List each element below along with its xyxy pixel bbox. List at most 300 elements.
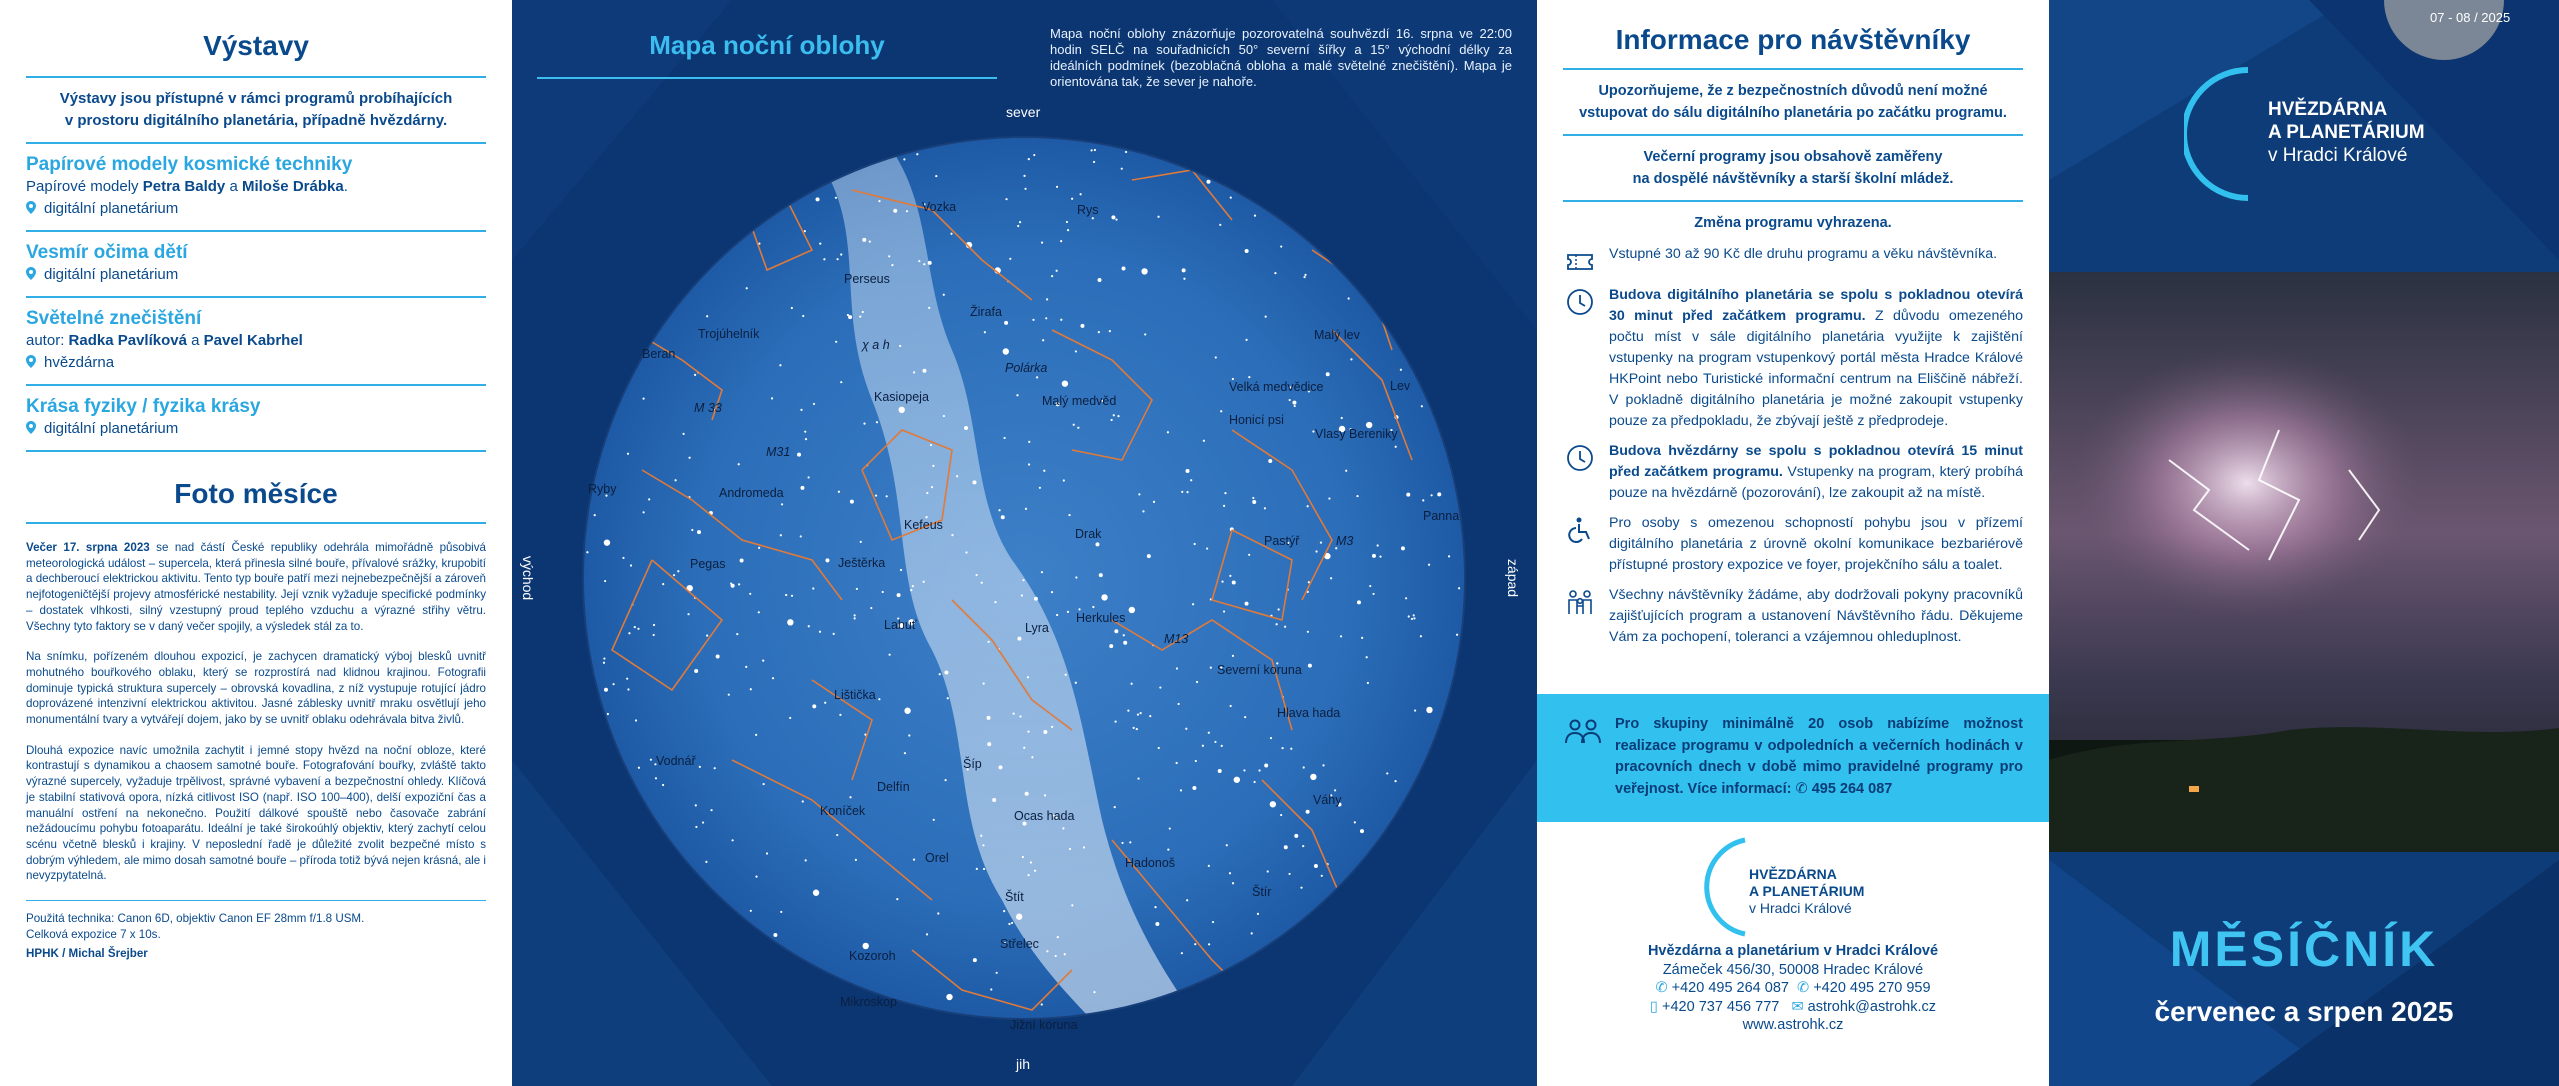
- star: [1401, 546, 1405, 550]
- star: [763, 783, 765, 785]
- star: [976, 868, 978, 870]
- star: [813, 403, 815, 405]
- star: [1206, 547, 1208, 549]
- photo-paragraph: Večer 17. srpna 2023 se nad částí České republiky odehrála mimořádně působivá meteorologická událost – supercela, která přinesla silné bouře, přívalové srážky, krupobití a dechberoucí elektrickou aktivitu. Tento typ bouře patří mezi nejnebezpečnější a zároveň nejfotogeničtější projevy atmosférické nestability. Její vznik vyžaduje specifické podmínky – dostatek vlhkosti, silný vzestupný proud teplého vzduchu a výrazné střihy větru. Všechny tyto faktory se v daný večer spojily, a výsledek stál za to.: [26, 541, 486, 633]
- star: [1028, 441, 1030, 443]
- star: [964, 426, 968, 430]
- star: [1341, 417, 1343, 419]
- star: [635, 719, 637, 721]
- star: [1186, 899, 1188, 901]
- star: [697, 530, 701, 534]
- info-title: Informace pro návštěvníky: [1615, 24, 1971, 55]
- star: [1016, 394, 1018, 396]
- phone-line: ✆ +420 495 264 087 ✆ +420 495 270 959: [1655, 980, 1931, 996]
- star: [1290, 748, 1292, 750]
- star: [928, 307, 930, 309]
- star: [943, 294, 945, 296]
- star: [1154, 906, 1156, 908]
- star: [627, 688, 629, 690]
- cover-subtitle: červenec a srpen 2025: [2154, 996, 2454, 1027]
- star: [825, 558, 829, 562]
- star: [1220, 410, 1222, 412]
- constellation-label: Hlava hada: [1277, 706, 1341, 720]
- star: [1230, 705, 1232, 707]
- star: [1252, 497, 1254, 499]
- divider: [26, 384, 486, 386]
- star: [1265, 316, 1267, 318]
- star: [1428, 564, 1430, 566]
- star: [1123, 641, 1127, 645]
- star: [1013, 713, 1015, 715]
- star: [1060, 319, 1062, 321]
- star: [918, 260, 920, 262]
- constellation-label: Delfín: [877, 780, 910, 794]
- star: [1224, 492, 1226, 494]
- star: [882, 591, 884, 593]
- star: [706, 315, 708, 317]
- star: [819, 243, 821, 245]
- star: [1186, 469, 1190, 473]
- star: [691, 529, 693, 531]
- star: [912, 585, 914, 587]
- star: [1232, 655, 1234, 657]
- star: [1340, 635, 1342, 637]
- constellation-label: Mikroskop: [840, 995, 897, 1009]
- star: [1315, 550, 1317, 552]
- star: [1280, 245, 1282, 247]
- star: [983, 682, 985, 684]
- constellation-label: Herkules: [1076, 611, 1126, 625]
- star: [944, 670, 948, 674]
- star: [1137, 777, 1139, 779]
- constellation-label: Koníček: [820, 804, 866, 818]
- star: [1041, 571, 1043, 573]
- star: [1083, 846, 1085, 848]
- star: [1208, 732, 1210, 734]
- star: [1223, 610, 1225, 612]
- star: [604, 580, 606, 582]
- star: [695, 804, 697, 806]
- star: [1194, 543, 1196, 545]
- photo-of-month-title: Foto měsíce: [174, 478, 338, 509]
- star: [1153, 501, 1155, 503]
- star: [805, 438, 807, 440]
- star: [1229, 872, 1231, 874]
- star: [1073, 424, 1075, 426]
- location-pin-icon: [26, 265, 36, 278]
- divider: [26, 142, 486, 144]
- constellation-label: Vozka: [922, 200, 957, 214]
- star: [1366, 656, 1368, 658]
- star: [1252, 500, 1256, 504]
- star: [1111, 215, 1115, 219]
- star: [855, 859, 857, 861]
- star: [838, 491, 840, 493]
- star: [1019, 715, 1021, 717]
- star: [1027, 731, 1029, 733]
- star: [835, 197, 837, 199]
- star: [973, 958, 977, 962]
- star: [804, 431, 806, 433]
- star: [893, 209, 897, 213]
- star: [891, 264, 893, 266]
- star: [854, 617, 856, 619]
- divider: [26, 230, 486, 232]
- star: [1192, 786, 1196, 790]
- star: [1111, 419, 1113, 421]
- star: [695, 826, 697, 828]
- star: [1321, 875, 1323, 877]
- star: [1141, 268, 1147, 274]
- star: [1270, 737, 1272, 739]
- star: [802, 315, 804, 317]
- star: [1075, 576, 1077, 578]
- email-icon: ✉: [1791, 998, 1804, 1015]
- star: [1113, 414, 1115, 416]
- star: [812, 587, 814, 589]
- star: [862, 311, 864, 313]
- star: [1248, 376, 1250, 378]
- star: [913, 859, 915, 861]
- star: [1322, 764, 1324, 766]
- star: [1372, 593, 1374, 595]
- star: [983, 868, 985, 870]
- constellation-label: Lištička: [834, 688, 876, 702]
- star: [1276, 623, 1278, 625]
- star: [1289, 399, 1291, 401]
- star: [638, 767, 640, 769]
- star: [1422, 499, 1424, 501]
- star: [1334, 789, 1336, 791]
- star: [1302, 845, 1304, 847]
- star: [1430, 494, 1432, 496]
- star: [878, 200, 880, 202]
- star: [1046, 298, 1048, 300]
- star: [1257, 913, 1259, 915]
- star: [694, 669, 698, 673]
- star: [1356, 495, 1358, 497]
- visitor-info-panel: [1537, 0, 2049, 1086]
- star: [1069, 848, 1071, 850]
- star: [1159, 686, 1161, 688]
- star: [1400, 369, 1402, 371]
- constellation-label: Vlasy Bereniky: [1315, 427, 1398, 441]
- star: [1405, 597, 1407, 599]
- star: [1307, 631, 1309, 633]
- star: [996, 972, 998, 974]
- star: [710, 809, 712, 811]
- star: [800, 409, 802, 411]
- star: [1065, 674, 1067, 676]
- star: [933, 819, 935, 821]
- star: [728, 694, 730, 696]
- star: [1127, 709, 1129, 711]
- star: [965, 551, 967, 553]
- star: [674, 479, 676, 481]
- star: [1264, 764, 1268, 768]
- star: [1051, 726, 1053, 728]
- star: [1055, 955, 1057, 957]
- divider: [26, 450, 486, 452]
- star: [1251, 932, 1253, 934]
- star: [1125, 151, 1127, 153]
- star: [1001, 515, 1005, 519]
- star: [812, 704, 816, 708]
- star: [1308, 664, 1312, 668]
- star: [1005, 198, 1007, 200]
- logo-arc-icon: [1693, 832, 1753, 942]
- star: [1411, 618, 1413, 620]
- star: [1268, 459, 1272, 463]
- phone-icon: ✆: [1795, 780, 1808, 797]
- direction-south: jih: [1016, 1056, 1031, 1072]
- star: [1258, 769, 1260, 771]
- star: [1221, 745, 1223, 747]
- star: [1043, 730, 1047, 734]
- star: [1232, 581, 1236, 585]
- date-badge: 07 - 08 / 2025: [2430, 10, 2511, 25]
- star: [1090, 149, 1092, 151]
- star: [923, 263, 925, 265]
- phone-icon: ✆: [1797, 980, 1810, 996]
- star: [1121, 168, 1123, 170]
- star: [946, 994, 952, 1000]
- star: [896, 898, 898, 900]
- phone-icon: ✆: [1655, 980, 1668, 996]
- star: [791, 595, 793, 597]
- star: [1017, 225, 1019, 227]
- safety-notice: Upozorňujeme, že z bezpečnostních důvodů není možné vstupovat do sálu digitálního planetária po začátku programu.: [1579, 83, 2007, 121]
- star: [702, 821, 704, 823]
- direction-east: východ: [520, 555, 537, 601]
- star: [1194, 943, 1196, 945]
- star: [1413, 617, 1415, 619]
- exhibition-item: Papírové modely kosmické techniky Papírové modely Petra Baldy a Miloše Drábka. digitální planetárium: [26, 154, 353, 217]
- star: [1114, 806, 1116, 808]
- star: [677, 570, 679, 572]
- star: [802, 800, 804, 802]
- star: [1051, 591, 1053, 593]
- star: [839, 714, 841, 716]
- website-link[interactable]: www.astrohk.cz: [1742, 1017, 1844, 1033]
- star: [1093, 161, 1095, 163]
- star: [1181, 491, 1183, 493]
- star: [787, 619, 793, 625]
- star: [1142, 510, 1144, 512]
- star: [1183, 278, 1185, 280]
- photo-paragraph: Dlouhá expozice navíc umožnila zachytit i jemné stopy hvězd na noční obloze, které kontrastují s dynamikou a chaosem samotné bouře. Fotografování bouřky, zvláště takto výrazné supercely, vyžaduje trpělivost, správné vybavení a bezpečnostní ohledy. Klíčová je stabilní stativová opora, nízká citlivost ISO (např. ISO 100–400), delší expoziční čas a manuální ostření na nekonečno. Použití dálkové spouště nebo časovače zabrání nežádoucímu pohybu fotoaparátu. Ideální je také širokoúhlý objektiv, který zachytí celou scénu včetně blesků i krajiny. V neposlední řadě je důležité zvolit bezpečné místo s dobrým výhledem, ale mimo dosah samotné bouře – příroda totiž bývá nejen krásná, ale i nevyzpytatelná.: [26, 743, 486, 883]
- constellation-label: Vodnář: [656, 754, 696, 768]
- star: [1022, 579, 1024, 581]
- star: [1017, 637, 1021, 641]
- accessibility-info: Pro osoby s omezenou schopností pohybu jsou v přízemí digitálního planetária z úrovně okolní komunikace bezbariérově přístupné prostory expozice ve foyer, projekčního sálu a toalet.: [1563, 513, 2023, 576]
- star: [731, 839, 733, 841]
- star: [612, 683, 614, 685]
- star: [1149, 715, 1151, 717]
- star: [1245, 339, 1247, 341]
- star: [1080, 193, 1082, 195]
- star: [1314, 864, 1318, 868]
- star: [706, 634, 708, 636]
- star: [854, 614, 856, 616]
- star: [819, 631, 821, 633]
- star: [1190, 479, 1192, 481]
- star: [1056, 614, 1058, 616]
- star: [998, 509, 1000, 511]
- star: [889, 654, 891, 656]
- star: [947, 697, 949, 699]
- star: [926, 492, 928, 494]
- star: [981, 582, 983, 584]
- star: [1248, 554, 1250, 556]
- star: [987, 716, 991, 720]
- location-pin-icon: [26, 199, 36, 212]
- star: [586, 551, 588, 553]
- constellation-label: Perseus: [844, 272, 890, 286]
- star: [772, 677, 774, 679]
- star: [738, 583, 740, 585]
- star: [1303, 766, 1305, 768]
- star: [1157, 216, 1159, 218]
- star: [878, 698, 880, 700]
- star: [1041, 241, 1043, 243]
- star: [923, 581, 925, 583]
- star: [1361, 637, 1363, 639]
- star: [943, 415, 945, 417]
- star: [1077, 427, 1079, 429]
- star: [1456, 634, 1458, 636]
- star: [662, 583, 664, 585]
- star: [875, 494, 877, 496]
- star: [1306, 810, 1310, 814]
- star: [1075, 350, 1077, 352]
- star: [1408, 615, 1410, 617]
- star: [1212, 921, 1214, 923]
- star: [1094, 149, 1096, 151]
- star: [1023, 747, 1025, 749]
- star: [1208, 865, 1210, 867]
- constellation-label: Malý lev: [1314, 328, 1360, 342]
- sky-map-title: Mapa noční oblohy: [649, 30, 885, 60]
- star: [642, 398, 644, 400]
- star: [999, 765, 1003, 769]
- star: [1158, 747, 1160, 749]
- star: [1181, 952, 1183, 954]
- star: [836, 258, 838, 260]
- star: [930, 444, 932, 446]
- cover-logo: HVĚZDÁRNA A PLANETÁRIUM v Hradci Králové: [2184, 64, 2444, 204]
- star: [755, 876, 757, 878]
- star: [980, 835, 982, 837]
- star: [1253, 781, 1255, 783]
- star: [926, 933, 928, 935]
- direction-west: západ: [1505, 558, 1522, 598]
- constellation-label: Polárka: [1005, 361, 1048, 375]
- star: [1071, 904, 1073, 906]
- sky-map-panel: [512, 0, 1537, 1086]
- star: [1025, 508, 1027, 510]
- star: [1303, 276, 1305, 278]
- star: [1092, 606, 1094, 608]
- star: [1377, 544, 1379, 546]
- star: [1044, 794, 1046, 796]
- exhibition-item: Vesmír očima dětí digitální planetárium: [26, 242, 188, 283]
- star: [1039, 487, 1041, 489]
- star: [1062, 827, 1064, 829]
- star: [856, 588, 858, 590]
- star: [1245, 602, 1249, 606]
- star: [816, 197, 820, 201]
- star: [950, 233, 952, 235]
- divider: [1563, 200, 2023, 202]
- star: [1063, 479, 1065, 481]
- star: [808, 625, 810, 627]
- star: [1264, 507, 1266, 509]
- star: [655, 777, 657, 779]
- star: [604, 539, 610, 545]
- star: [804, 230, 806, 232]
- star: [1075, 682, 1077, 684]
- star: [1229, 575, 1231, 577]
- constellation-label: Střelec: [1000, 937, 1039, 951]
- star: [900, 569, 902, 571]
- star: [984, 331, 986, 333]
- star: [939, 673, 941, 675]
- star: [1281, 747, 1283, 749]
- star: [1004, 321, 1008, 325]
- star: [1230, 196, 1232, 198]
- ticket-icon: [1563, 244, 1597, 276]
- star: [1067, 611, 1069, 613]
- divider: [537, 77, 997, 79]
- star: [750, 688, 752, 690]
- location-pin-icon: [26, 419, 36, 432]
- star: [785, 594, 787, 596]
- star: [908, 734, 910, 736]
- star: [1098, 278, 1102, 282]
- star: [627, 453, 629, 455]
- star: [1192, 603, 1194, 605]
- star: [987, 742, 991, 746]
- star: [1121, 842, 1123, 844]
- constellation-label: Lev: [1390, 379, 1411, 393]
- star: [1045, 317, 1047, 319]
- star: [1169, 827, 1171, 829]
- exhibition-item: Krása fyziky / fyzika krásy digitální planetárium: [26, 396, 261, 437]
- star: [736, 633, 738, 635]
- star: [1214, 741, 1216, 743]
- location-pin-icon: [26, 353, 36, 366]
- star: [888, 255, 890, 257]
- photo-paragraph: Na snímku, pořízeném dlouhou expozicí, je zachycen dramatický výboj blesků uvnitř mohutného bouřkového oblaku, který se rozprostírá nad klidnou krajinou. Fotografii dominuje typická struktura supercely – obrovská kovadlina, z níž vystupuje rotující jádro doprovázené intenzivní elektrickou aktivitou. Jasné záblesky uvnitř mraku osvětlují jeho monumentální tvary a vytvářejí dojem, jako by se uvnitř oblaku odehrávala bitva živlů.: [26, 650, 486, 727]
- star: [1115, 218, 1117, 220]
- star: [860, 541, 862, 543]
- exhibitions-title: Výstavy: [203, 30, 309, 61]
- star: [1300, 887, 1302, 889]
- star: [773, 933, 777, 937]
- star: [850, 500, 854, 504]
- star: [1243, 769, 1245, 771]
- star: [1395, 446, 1397, 448]
- star: [1109, 644, 1113, 648]
- star: [648, 498, 650, 500]
- planetarium-opening: Budova digitálního planetária se spolu s pokladnou otevírá 30 minut před začátkem programu. Z důvodu omezeného počtu míst v sále digitálního planetária využijte k zajištění vstupenky na program vstupenkový portál města Hradce Králové HKPoint nebo Turistické informační centrum na Eliščině nábřeží. V pokladně digitálního planetária je možné zakoupit vstupenky pouze za předpokladu, že zbývají ještě z předprodeje.: [1563, 285, 2023, 432]
- star: [1345, 470, 1347, 472]
- star: [1426, 707, 1432, 713]
- star: [988, 641, 990, 643]
- star: [1284, 626, 1286, 628]
- star: [990, 988, 992, 990]
